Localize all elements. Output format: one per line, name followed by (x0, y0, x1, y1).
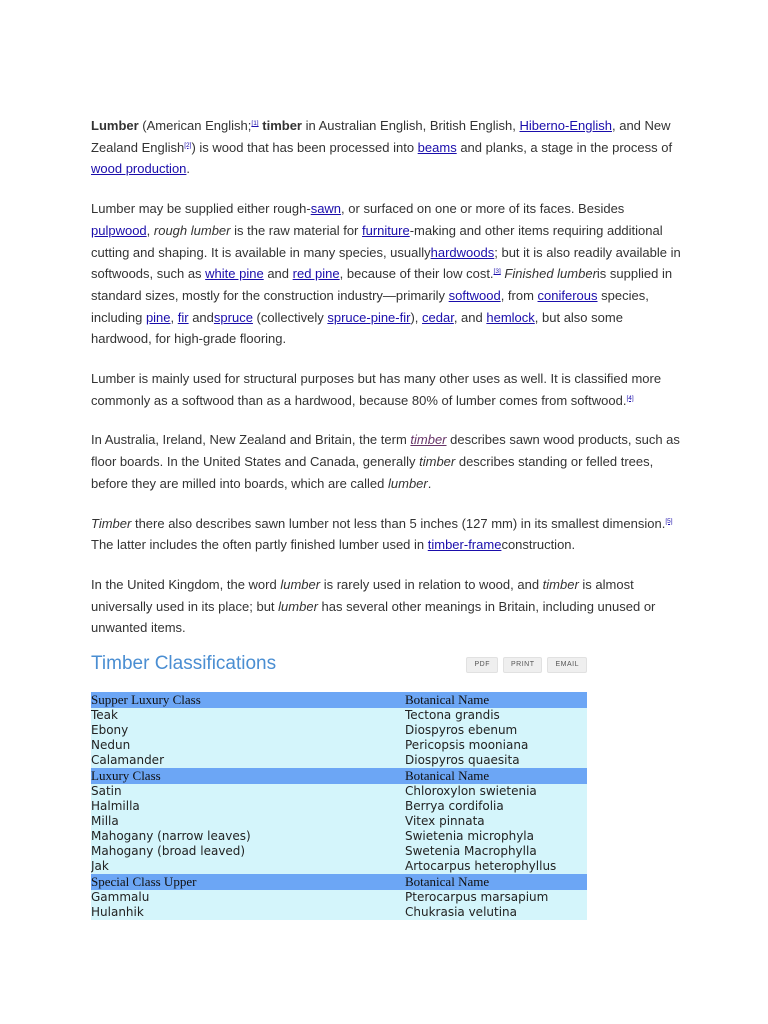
link-hiberno-english[interactable]: Hiberno-English (519, 118, 612, 133)
timber-name-cell: Calamander (91, 753, 405, 768)
text: In the United Kingdom, the word (91, 576, 281, 592)
link-spruce[interactable]: spruce (213, 309, 253, 325)
class-header-row (91, 768, 587, 784)
text: (collectively (252, 309, 328, 325)
text: ) is wood that has been processed into (191, 139, 418, 155)
botanical-name-cell: Artocarpus heterophyllus (405, 859, 587, 874)
link-red-pine[interactable]: red pine (292, 266, 340, 282)
text: is the raw material for (230, 222, 362, 238)
text: (American English; (138, 118, 252, 133)
table-row (91, 814, 587, 829)
reference-1-link[interactable]: [1] (251, 120, 259, 127)
timber-name-cell: Hulanhik (91, 905, 405, 920)
text: and (188, 309, 214, 325)
link-furniture[interactable]: furniture (362, 222, 410, 238)
link-white-pine[interactable]: white pine (205, 266, 264, 282)
reference-5-link[interactable]: [5] (665, 517, 673, 525)
link-timber[interactable]: timber (410, 432, 447, 448)
text: and planks, a stage in the process of (456, 139, 673, 155)
reference-3-link[interactable]: [3] (493, 268, 501, 276)
botanical-name-cell: Diospyros ebenum (405, 723, 587, 738)
botanical-name-cell: Berrya cordifolia (405, 799, 587, 814)
term-lumber: lumber (280, 576, 321, 592)
timber-name-cell: Nedun (91, 738, 405, 753)
timber-name-cell: Mahogany (broad leaved) (91, 844, 405, 859)
botanical-name-cell: Swietenia microphyla (405, 829, 587, 844)
paragraph-6 (91, 574, 685, 639)
text: and (263, 266, 293, 282)
text: -making and other items requiring additional cutting and shaping. It is available in many species, usually (91, 222, 663, 260)
botanical-name-cell: Diospyros quaesita (405, 753, 587, 768)
link-hemlock[interactable]: hemlock (486, 309, 535, 325)
term-finished-lumber: Finished lumber (504, 266, 597, 282)
botanical-name-cell: Vitex pinnata (405, 814, 587, 829)
text: has several other meanings in Britain, including unused or unwanted items. (91, 598, 656, 636)
botanical-name-header-cell: Botanical Name (405, 874, 587, 890)
text: is rarely used in relation to wood, and (320, 576, 543, 592)
link-hardwoods[interactable]: hardwoods (430, 244, 495, 260)
table-row (91, 890, 587, 905)
table-row (91, 784, 587, 799)
botanical-name-cell: Swetenia Macrophylla (405, 844, 587, 859)
botanical-name-header-cell: Botanical Name (405, 768, 587, 784)
paragraph-5 (91, 513, 685, 556)
text: species, including (91, 287, 649, 325)
text: , (170, 309, 178, 325)
class-header-row (91, 692, 587, 708)
link-softwood[interactable]: softwood (448, 287, 501, 303)
text: is almost universally used in its place; but (91, 576, 634, 614)
botanical-name-cell: Pericopsis mooniana (405, 738, 587, 753)
export-toolbar (466, 657, 587, 673)
text: ; but it is also readily available in softwoods, such as (91, 244, 681, 282)
table-row (91, 844, 587, 859)
botanical-name-header-cell: Botanical Name (405, 692, 587, 708)
class-header-row (91, 874, 587, 890)
text: . (427, 475, 432, 491)
article-body (91, 115, 685, 657)
paragraph-2 (91, 198, 685, 350)
table-row (91, 738, 587, 753)
paragraph-4 (91, 429, 685, 494)
table-row (91, 753, 587, 768)
table-row (91, 905, 587, 920)
term-lumber: Lumber (91, 118, 139, 133)
term-timber: Timber (91, 515, 132, 531)
class-header-cell: Supper Luxury Class (91, 692, 405, 708)
link-sawn[interactable]: sawn (310, 201, 342, 217)
timber-name-cell: Ebony (91, 723, 405, 738)
link-wood-production[interactable]: wood production (91, 161, 187, 177)
link-spruce-pine-fir[interactable]: spruce-pine-fir (327, 309, 411, 325)
class-header-cell: Special Class Upper (91, 874, 405, 890)
timber-name-cell: Satin (91, 784, 405, 799)
text: , and (453, 309, 487, 325)
botanical-name-cell: Pterocarpus marsapium (405, 890, 587, 905)
timber-classification-table (91, 692, 587, 920)
text: , or surfaced on one or more of its faces. Besides (341, 201, 625, 217)
paragraph-3 (91, 368, 685, 411)
text: , from (500, 287, 538, 303)
text: The latter includes the often partly finished lumber used in (91, 537, 428, 553)
text: . (186, 161, 191, 177)
link-pine[interactable]: pine (145, 309, 171, 325)
botanical-name-cell: Chloroxylon swietenia (405, 784, 587, 799)
text: , and New Zealand English (91, 118, 671, 155)
class-header-cell: Luxury Class (91, 768, 405, 784)
table-row (91, 799, 587, 814)
print-button[interactable]: PRINT (503, 657, 543, 673)
link-beams[interactable]: beams (417, 139, 457, 155)
term-lumber: lumber (388, 475, 428, 491)
table-row (91, 859, 587, 874)
text: construction. (501, 537, 576, 553)
text: ), (410, 309, 423, 325)
text: Lumber is mainly used for structural purposes but has many other uses as well. It is classified more commonly as a softwood than as a hardwood, because 80% of lumber comes from softwood. (91, 371, 662, 408)
timber-name-cell: Gammalu (91, 890, 405, 905)
text: in Australian English, British English, (301, 118, 520, 133)
term-timber: timber (262, 118, 302, 133)
text: describes sawn wood products, such as floor boards. In the United States and Canada, generally (91, 432, 680, 470)
text: In Australia, Ireland, New Zealand and Britain, the term (91, 432, 411, 448)
paragraph-1 (91, 115, 685, 180)
text: there also describes sawn lumber not less than 5 inches (127 mm) in its smallest dimension. (131, 515, 666, 531)
text: is supplied in standard sizes, mostly for the construction industry—primarily (91, 266, 673, 303)
botanical-name-cell: Chukrasia velutina (405, 905, 587, 920)
text: , but also some hardwood, for high-grade flooring. (91, 309, 623, 347)
reference-4-link[interactable]: [4] (626, 394, 634, 402)
link-coniferous[interactable]: coniferous (537, 287, 598, 303)
table-row (91, 829, 587, 844)
text: Lumber may be supplied either rough- (91, 201, 311, 217)
table-row (91, 708, 587, 723)
timber-name-cell: Halmilla (91, 799, 405, 814)
table-row (91, 723, 587, 738)
text: , because of their low cost. (339, 266, 494, 282)
pdf-button[interactable]: PDF (466, 657, 498, 673)
term-timber: timber (542, 576, 579, 592)
timber-name-cell: Jak (91, 859, 405, 874)
section-title: Timber Classifications (91, 653, 277, 674)
term-lumber: lumber (278, 598, 318, 614)
link-timber-frame[interactable]: timber-frame (427, 537, 502, 553)
reference-2-link[interactable]: [2] (184, 141, 192, 149)
text: describes standing or felled trees, before they are milled into boards, which are called (91, 454, 654, 491)
term-rough-lumber: rough lumber (153, 222, 231, 238)
botanical-name-cell: Tectona grandis (405, 708, 587, 723)
link-cedar[interactable]: cedar (422, 309, 454, 325)
text: , (146, 222, 154, 238)
term-timber: timber (419, 454, 456, 470)
timber-name-cell: Teak (91, 708, 405, 723)
timber-name-cell: Mahogany (narrow leaves) (91, 829, 405, 844)
link-fir[interactable]: fir (177, 309, 189, 325)
link-pulpwood[interactable]: pulpwood (91, 222, 147, 238)
section-header (91, 650, 587, 680)
email-button[interactable]: EMAIL (547, 657, 587, 673)
timber-name-cell: Milla (91, 814, 405, 829)
